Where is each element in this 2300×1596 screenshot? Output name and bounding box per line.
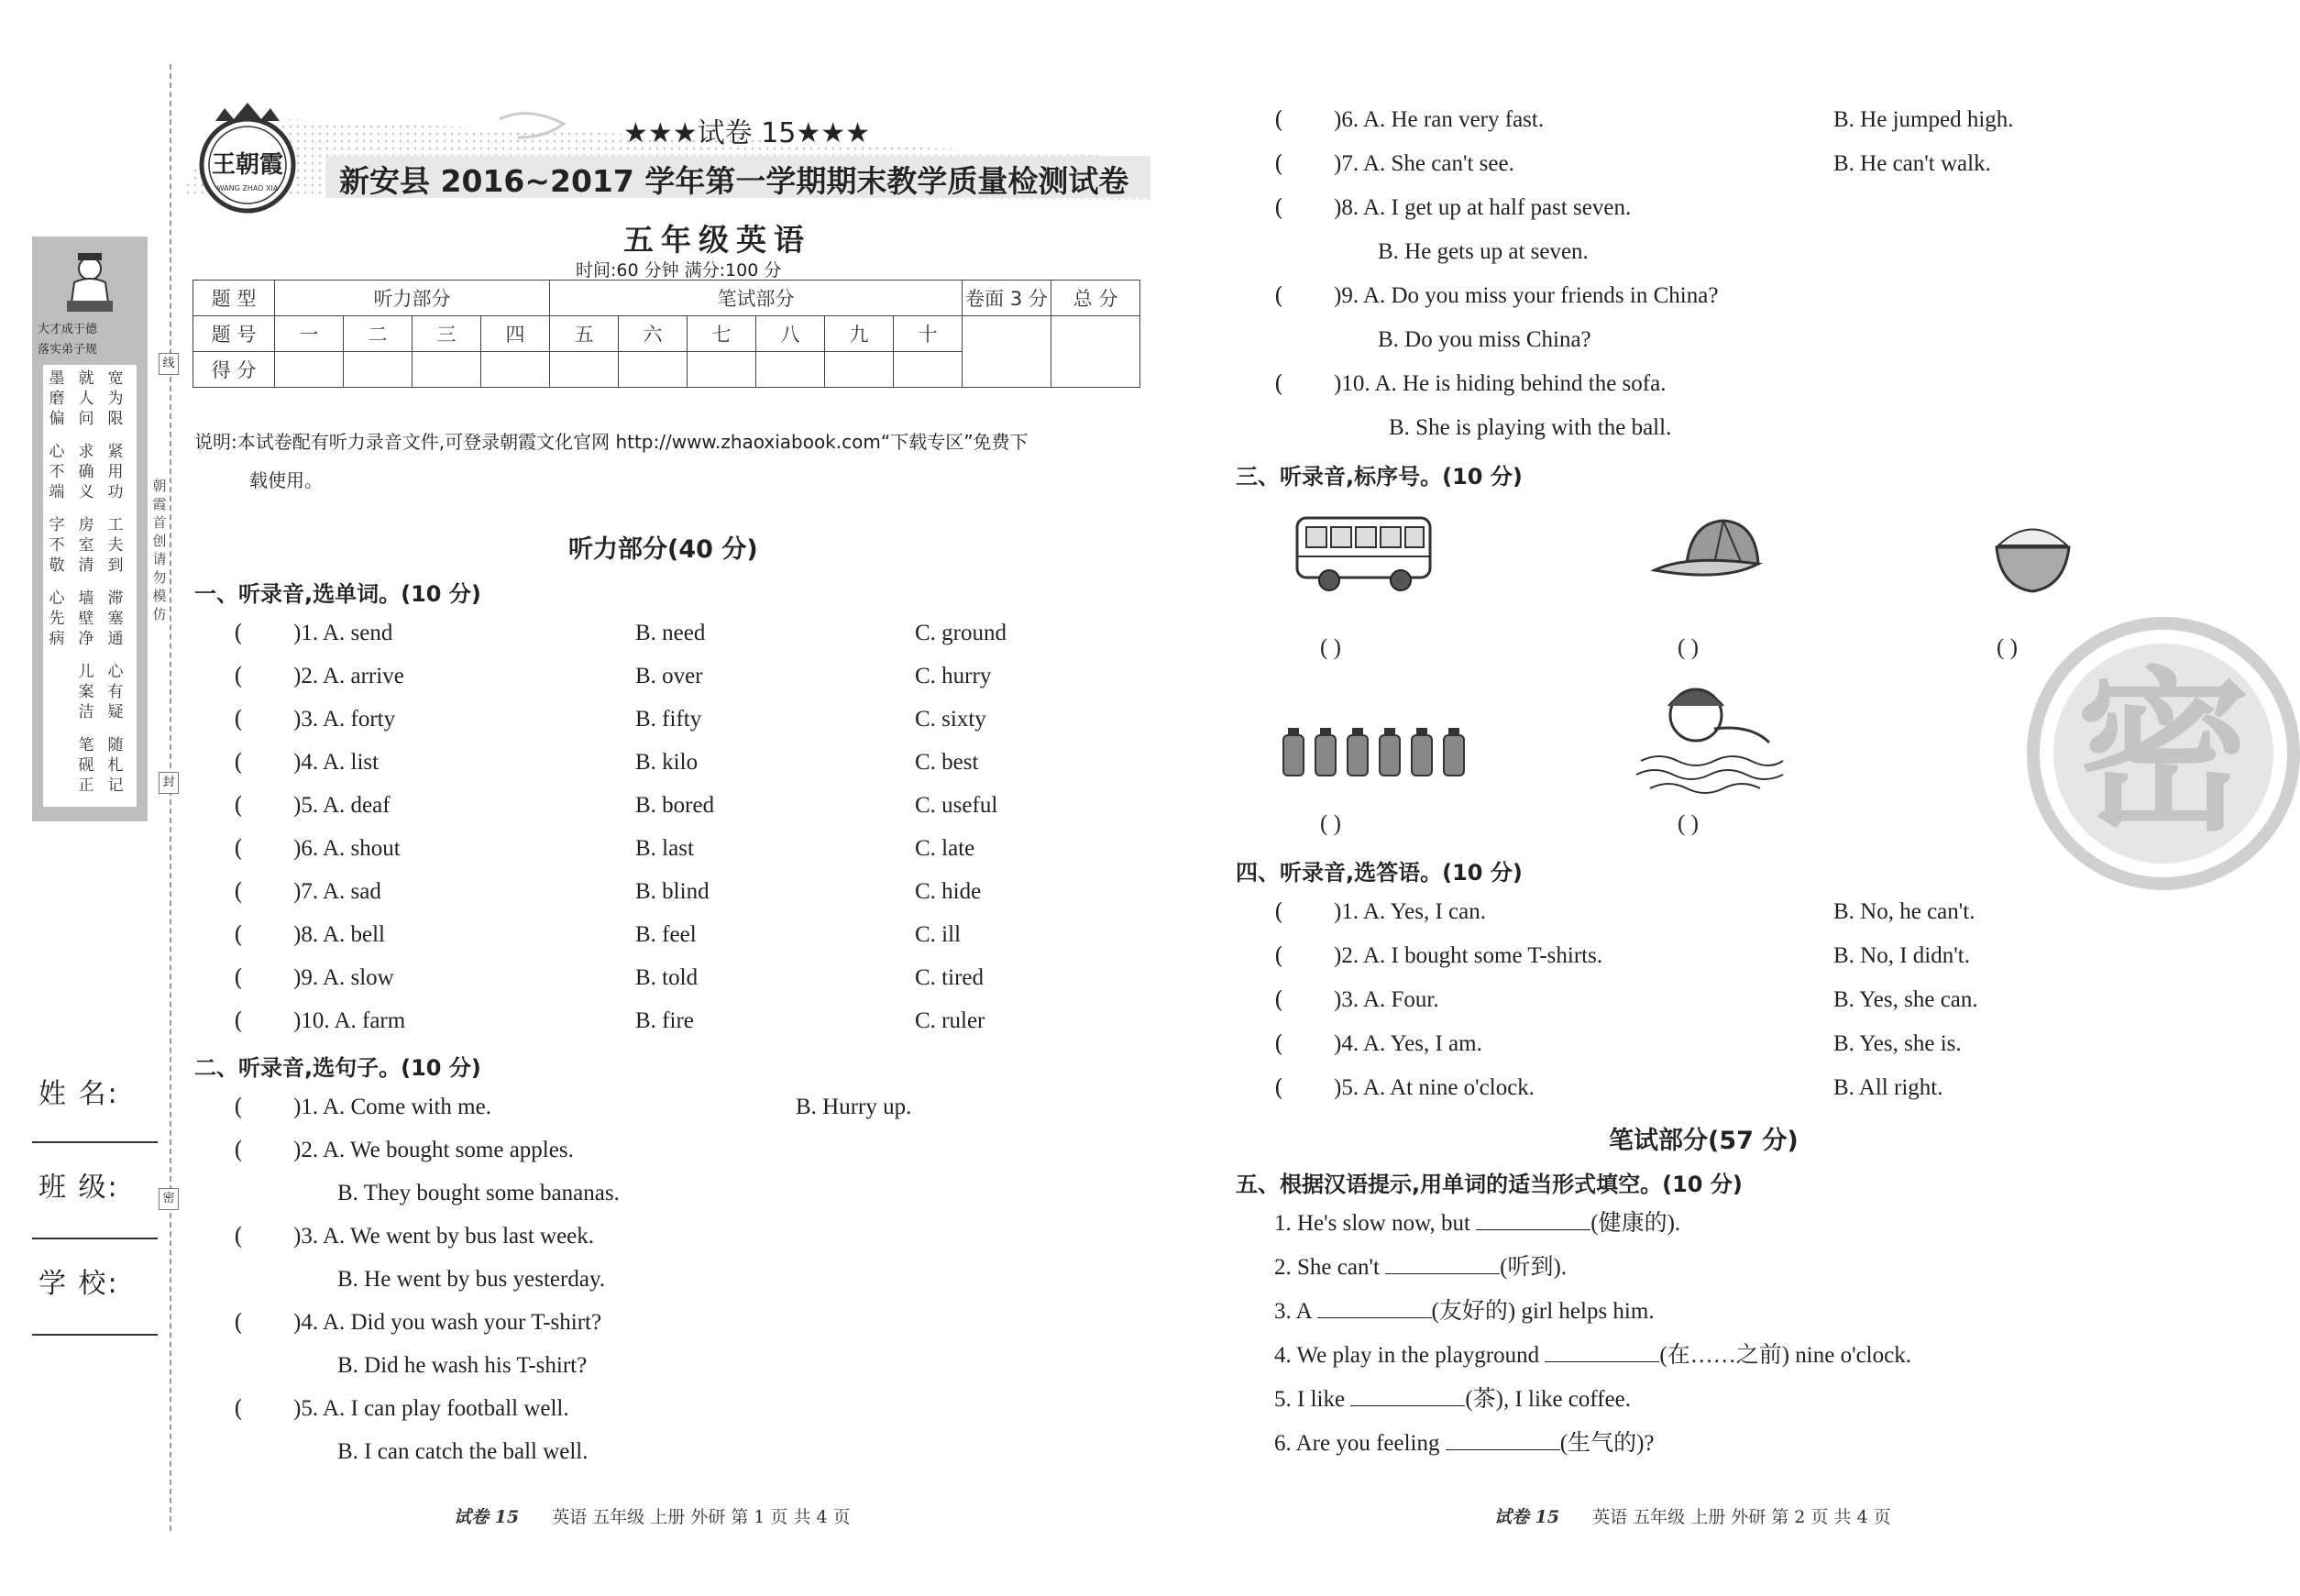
motto-col: 墨磨偏 (49, 369, 65, 428)
name-field[interactable] (32, 1141, 158, 1143)
motto-col: 滞塞通 (107, 589, 124, 648)
footer-info: 英语 五年级 上册 外研 第 2 页 共 4 页 (1592, 1507, 1891, 1527)
score-cell: 九 (825, 316, 894, 352)
s1-item-b: B. fire (635, 1008, 694, 1033)
s1-item-c: C. useful (915, 793, 998, 818)
cap-picture (1650, 513, 1769, 596)
s2-option-b: B. Hurry up. (796, 1095, 912, 1119)
s2-option-b: B. They bought some bananas. (337, 1181, 620, 1205)
s2-option-b: B. Do you miss China? (1378, 327, 1591, 352)
s5-item: 5. I like (茶), I like coffee. (1274, 1387, 1632, 1412)
s4-option-a: )3. A. Four. (1334, 987, 1439, 1012)
s4-option-b: B. Yes, she can. (1833, 987, 1978, 1012)
binding-mark-seal: 封 (159, 772, 179, 794)
footer-paper: 试卷 15 (454, 1507, 520, 1527)
score-cell: 二 (344, 316, 413, 352)
bus-picture (1293, 509, 1435, 596)
picture-blank[interactable]: ( ) (1997, 635, 2018, 660)
name-label: 姓 名: (39, 1078, 119, 1110)
motto-col: 心不端 (49, 443, 65, 501)
motto-col: 墙壁净 (78, 589, 94, 648)
school-label: 学 校: (39, 1268, 119, 1300)
s2-option-b: B. He gets up at seven. (1378, 239, 1589, 264)
score-entry-cell[interactable] (275, 352, 344, 388)
s1-item-a: )1. A. send (293, 621, 393, 645)
brand-logo (188, 101, 307, 220)
fill-blank[interactable] (1350, 1387, 1465, 1406)
s2-option-a: )4. A. Did you wash your T-shirt? (293, 1310, 602, 1335)
class-label: 班 级: (39, 1172, 119, 1204)
score-cell: 听力部分 (275, 281, 550, 316)
s2-option-a: )3. A. We went by bus last week. (293, 1224, 595, 1249)
score-entry-cell[interactable] (1051, 316, 1140, 388)
score-entry-cell[interactable] (481, 352, 550, 388)
score-cell: 五 (550, 316, 619, 352)
listening-part-title: 听力部分(40 分) (568, 535, 758, 564)
scholar-illustration (58, 246, 122, 319)
s1-item-c: C. hide (915, 879, 982, 904)
motto-col: 字不敬 (49, 516, 65, 575)
s4-option-a: )4. A. Yes, I am. (1334, 1031, 1482, 1056)
score-entry-cell[interactable] (688, 352, 756, 388)
bottles-picture (1279, 724, 1471, 779)
score-entry-cell[interactable] (825, 352, 894, 388)
s1-item-a: )5. A. deaf (293, 793, 391, 818)
s1-item-a: )4. A. list (293, 750, 380, 775)
motto-col: 随札记 (107, 736, 124, 795)
score-cell: 题 型 (193, 281, 275, 316)
writing-part-title: 笔试部分(57 分) (1609, 1127, 1799, 1155)
s2-option-a: )1. A. Come with me. (293, 1095, 491, 1119)
s5-item: 2. She can't (听到). (1274, 1255, 1568, 1280)
s2-option-b: B. He jumped high. (1833, 107, 2014, 132)
motto-top-1: 大才成于德 (38, 323, 98, 336)
s1-item-a: )2. A. arrive (293, 664, 404, 688)
score-table (193, 280, 1140, 388)
s4-option-b: B. Yes, she is. (1833, 1031, 1962, 1056)
picture-blank[interactable]: ( ) (1320, 811, 1341, 836)
s1-item-c: C. tired (915, 965, 984, 990)
binding-dashed-line (170, 64, 171, 1531)
score-cell: 七 (688, 316, 756, 352)
score-cell: 三 (413, 316, 481, 352)
s1-item-a: )6. A. shout (293, 836, 401, 861)
s1-item-a: )3. A. forty (293, 707, 396, 732)
paper-number: ★★★试卷 15★★★ (623, 117, 871, 149)
score-cell: 八 (756, 316, 825, 352)
s1-item-c: C. best (915, 750, 979, 775)
s5-item: 4. We play in the playground (在……之前) nine o'clock. (1274, 1343, 1911, 1368)
s5-item: 3. A (友好的) girl helps him. (1274, 1299, 1655, 1324)
s1-item-b: B. over (635, 664, 703, 688)
s2-option-b: B. I can catch the ball well. (337, 1439, 589, 1464)
footer-paper: 试卷 15 (1494, 1507, 1560, 1527)
s1-item-b: B. told (635, 965, 699, 990)
footer-left (454, 1503, 851, 1528)
motto-col: 房室清 (78, 516, 94, 575)
s1-item-b: B. blind (635, 879, 710, 904)
picture-blank[interactable]: ( ) (1678, 635, 1699, 660)
s1-item-a: )7. A. sad (293, 879, 381, 904)
motto-panel (32, 237, 148, 821)
s1-item-c: C. hurry (915, 664, 992, 688)
motto-col: 心有疑 (107, 663, 124, 721)
s1-item-b: B. bored (635, 793, 715, 818)
s1-item-b: B. last (635, 836, 694, 861)
s1-item-c: C. ground (915, 621, 1007, 645)
s4-option-b: B. All right. (1833, 1075, 1943, 1100)
time-info: 时间:60 分钟 满分:100 分 (576, 260, 782, 281)
rice-bowl-picture (1989, 509, 2076, 600)
s1-item-a: )9. A. slow (293, 965, 394, 990)
fill-blank[interactable] (1476, 1211, 1590, 1230)
score-entry-cell[interactable] (963, 316, 1051, 388)
score-entry-cell[interactable] (413, 352, 481, 388)
score-cell: 总 分 (1051, 281, 1140, 316)
motto-col: 就人问 (78, 369, 94, 428)
score-entry-cell[interactable] (550, 352, 619, 388)
s1-item-b: B. fifty (635, 707, 702, 732)
binding-mark-line: 线 (159, 353, 179, 375)
score-cell: 四 (481, 316, 550, 352)
exam-title: 新安县 2016~2017 学年第一学期期末教学质量检测试卷 (339, 163, 1129, 199)
logo-text: 王朝霞 (211, 151, 284, 179)
s1-item-c: C. late (915, 836, 975, 861)
section1-title: 一、听录音,选单词。(10 分) (194, 581, 481, 607)
s2-option-a: )8. A. I get up at half past seven. (1334, 195, 1632, 220)
motto-col: 宽为限 (107, 369, 124, 428)
score-cell: 题 号 (193, 316, 275, 352)
swimming-picture (1632, 678, 1788, 798)
section4-title: 四、听录音,选答语。(10 分) (1236, 860, 1523, 886)
s1-item-b: B. kilo (635, 750, 699, 775)
motto-columns (43, 365, 137, 807)
s2-option-b: B. He can't walk. (1833, 151, 1991, 176)
motto-col: 笔砚正 (78, 736, 94, 795)
fill-blank[interactable] (1446, 1431, 1560, 1450)
s1-item-a: )8. A. bell (293, 922, 385, 947)
note-line-1: 说明:本试卷配有听力录音文件,可登录朝霞文化官网 http://www.zhaoxiabook.com“下载专区”免费下 (194, 431, 1029, 453)
s4-option-b: B. No, I didn't. (1833, 943, 1970, 968)
score-entry-cell[interactable] (619, 352, 688, 388)
score-cell: 得 分 (193, 352, 275, 388)
motto-col: 儿案洁 (78, 663, 94, 721)
score-entry-cell[interactable] (756, 352, 825, 388)
s5-item: 1. He's slow now, but (健康的). (1274, 1211, 1681, 1236)
motto-col: 紧用功 (107, 443, 124, 501)
s2-option-a: )2. A. We bought some apples. (293, 1138, 574, 1162)
s1-item-c: C. ill (915, 922, 962, 947)
motto-top-2: 落实弟子规 (38, 343, 98, 357)
picture-blank[interactable]: ( ) (1678, 811, 1699, 836)
school-field[interactable] (32, 1334, 158, 1336)
s2-option-a: )7. A. She can't see. (1334, 151, 1514, 176)
s4-option-a: )5. A. At nine o'clock. (1334, 1075, 1535, 1100)
footer-info: 英语 五年级 上册 外研 第 1 页 共 4 页 (552, 1507, 851, 1527)
s5-item: 6. Are you feeling (生气的)? (1274, 1431, 1655, 1456)
motto-col: 工夫到 (107, 516, 124, 575)
s2-option-b: B. He went by bus yesterday. (337, 1267, 606, 1292)
s1-item-c: C. ruler (915, 1008, 985, 1033)
score-cell: 六 (619, 316, 688, 352)
s2-option-a: )5. A. I can play football well. (293, 1396, 569, 1421)
section5-title: 五、根据汉语提示,用单词的适当形式填空。(10 分) (1236, 1172, 1743, 1197)
s2-option-b: B. Did he wash his T-shirt? (337, 1353, 588, 1378)
score-cell: 十 (894, 316, 963, 352)
class-field[interactable] (32, 1238, 158, 1239)
s2-option-a: )9. A. Do you miss your friends in China? (1334, 283, 1719, 308)
s1-item-c: C. sixty (915, 707, 986, 732)
s4-option-b: B. No, he can't. (1833, 899, 1975, 924)
s1-item-b: B. feel (635, 922, 697, 947)
s2-option-a: )10. A. He is hiding behind the sofa. (1334, 371, 1667, 396)
footer-right (1494, 1503, 1891, 1528)
s2-option-b: B. She is playing with the ball. (1389, 415, 1672, 440)
score-entry-cell[interactable] (894, 352, 963, 388)
seal-watermark-char: 密 (2075, 652, 2251, 854)
s1-item-b: B. need (635, 621, 706, 645)
s4-option-a: )2. A. I bought some T-shirts. (1334, 943, 1603, 968)
note-line-2: 载使用。 (249, 469, 323, 491)
score-cell: 笔试部分 (550, 281, 963, 316)
motto-col: 求确义 (78, 443, 94, 501)
score-entry-cell[interactable] (344, 352, 413, 388)
fill-blank[interactable] (1545, 1343, 1659, 1362)
s2-option-a: )6. A. He ran very fast. (1334, 107, 1545, 132)
score-cell: 卷面 3 分 (963, 281, 1051, 316)
section2-title: 二、听录音,选句子。(10 分) (194, 1055, 481, 1081)
copyright-vertical: 朝霞首创 请勿模仿 (152, 478, 167, 622)
motto-col: 心先病 (49, 589, 65, 648)
section3-title: 三、听录音,标序号。(10 分) (1236, 464, 1523, 490)
s4-option-a: )1. A. Yes, I can. (1334, 899, 1486, 924)
fill-blank[interactable] (1385, 1255, 1500, 1274)
subject-title: 五年级英语 (623, 222, 811, 258)
s1-item-a: )10. A. farm (293, 1008, 406, 1033)
binding-mark-secret: 密 (159, 1188, 179, 1210)
score-cell: 一 (275, 316, 344, 352)
logo-small-text: WANG ZHAO XIA (216, 184, 279, 193)
fill-blank[interactable] (1317, 1299, 1432, 1318)
seal-watermark (2026, 616, 2300, 891)
picture-blank[interactable]: ( ) (1320, 635, 1341, 660)
